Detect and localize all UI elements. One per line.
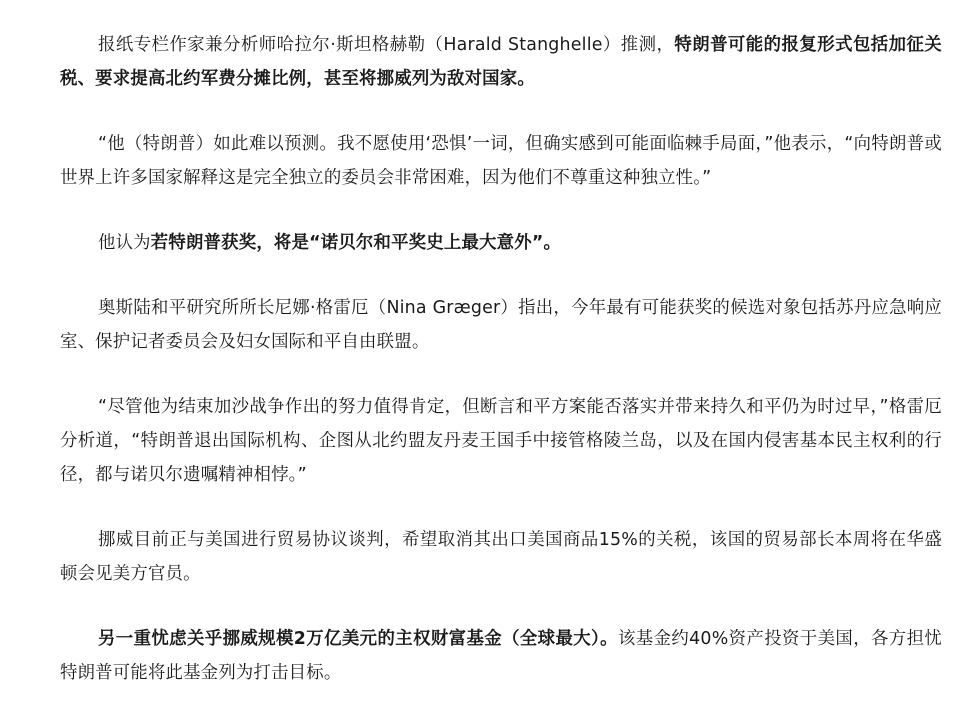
text-segment: “他（特朗普）如此难以预测。我不愿使用‘恐惧’一词，但确实感到可能面临棘手局面，”他表示，“向特朗普或世界上许多国家解释这是完全独立的委员会非常困难，因为他们不尊重这种独立性。” [60,134,942,188]
text-segment: “尽管他为结束加沙战争作出的努力值得肯定，但断言和平方案能否落实并带来持久和平仍为时过早，”格雷厄分析道，“特朗普退出国际机构、企图从北约盟友丹麦王国手中接管格陵兰岛，以及在国内侵害基本民主权利的行径，都与诺贝尔遗嘱精神相悖。” [60,397,942,485]
text-segment: 挪威目前正与美国进行贸易协议谈判，希望取消其出口美国商品15%的关税，该国的贸易部长本周将在华盛顿会见美方官员。 [60,530,942,584]
bold-text-segment: 若特朗普获奖，将是“诺贝尔和平奖史上最大意外”。 [150,233,562,253]
article-paragraph [60,291,942,359]
article-paragraph [60,127,942,195]
text-segment: 报纸专栏作家兼分析师哈拉尔·斯坦格赫勒（Harald Stanghelle）推测， [98,35,675,55]
article-body [60,28,942,721]
bold-text-segment: 另一重忧虑关乎挪威规模2万亿美元的主权财富基金（全球最大）。 [98,629,618,649]
text-segment: 他认为 [98,233,151,253]
text-segment: 该基金约40%资产投资于美国，各方担忧特朗普可能将此基金列为打击目标。 [60,629,942,683]
article-paragraph [60,226,942,260]
article-paragraph [60,390,942,492]
article-paragraph [60,622,942,690]
article-paragraph [60,28,942,96]
article-paragraph [60,523,942,591]
bold-text-segment: 特朗普可能的报复形式包括加征关税、要求提高北约军费分摊比例，甚至将挪威列为敌对国家。 [60,35,942,89]
text-segment: 奥斯陆和平研究所所长尼娜·格雷厄（Nina Græger）指出，今年最有可能获奖的候选对象包括苏丹应急响应室、保护记者委员会及妇女国际和平自由联盟。 [60,298,942,352]
